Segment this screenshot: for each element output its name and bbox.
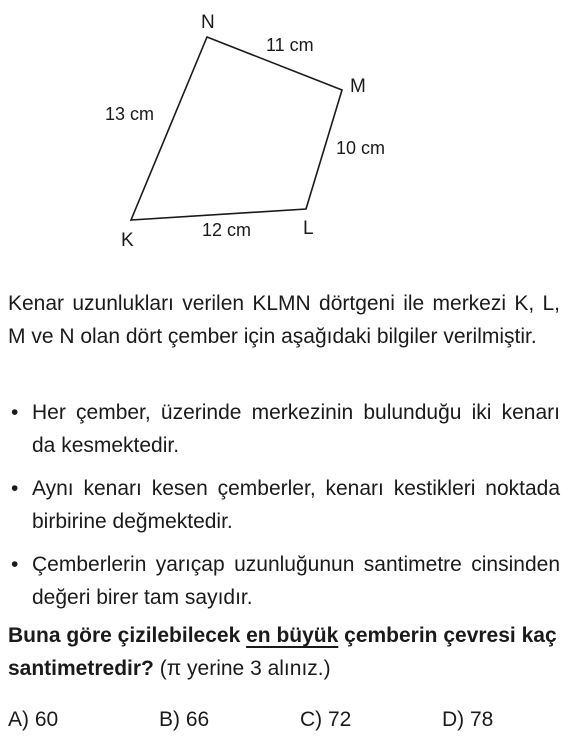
vertex-label-l: L <box>303 218 314 239</box>
given-info-item <box>8 548 560 614</box>
given-info-text: Aynı kenarı kesen çemberler, kenarı kestikleri noktada birbirine değmektedir. <box>32 477 560 533</box>
given-info-text: Her çember, üzerinde merkezinin bulunduğu iki kenarı da kesmektedir. <box>32 401 560 457</box>
given-info-item <box>8 396 560 462</box>
choice-c[interactable]: C) 72 <box>300 708 352 731</box>
quadrilateral-klmn <box>131 37 342 220</box>
given-info-text: Çemberlerin yarıçap uzunluğunun santimetre cinsinden değeri birer tam sayıdır. <box>32 553 560 609</box>
side-label-kl: 12 cm <box>202 220 252 240</box>
side-label-nm: 11 cm <box>266 35 314 55</box>
vertex-label-k: K <box>121 230 134 251</box>
choice-b[interactable]: B) 66 <box>159 708 210 731</box>
quadrilateral-figure <box>0 0 569 270</box>
question-emphasis: en büyük <box>246 624 339 647</box>
bullet-dot: • <box>11 477 19 500</box>
bullet-dot: • <box>11 553 19 576</box>
choice-d[interactable]: D) 78 <box>442 708 494 731</box>
question-part1: Buna göre çizilebilecek <box>8 624 241 647</box>
question-note: (π yerine 3 alınız.) <box>159 657 331 680</box>
quadrilateral-diagram <box>0 0 569 270</box>
vertex-label-n: N <box>201 12 215 33</box>
question-part2: çemberin çevresi kaç santimetredir? <box>8 624 557 680</box>
question-text <box>8 619 560 685</box>
problem-intro: Kenar uzunlukları verilen KLMN dörtgeni ile merkezi K, L, M ve N olan dört çember için aşağıdaki bilgiler verilmiştir. <box>8 292 560 348</box>
given-info-item <box>8 472 560 538</box>
bullet-dot: • <box>11 401 19 424</box>
vertex-label-m: M <box>350 76 366 97</box>
side-label-kn: 13 cm <box>105 104 155 124</box>
choice-a[interactable]: A) 60 <box>8 708 59 731</box>
given-info-list <box>8 396 560 624</box>
side-label-ml: 10 cm <box>336 138 386 158</box>
